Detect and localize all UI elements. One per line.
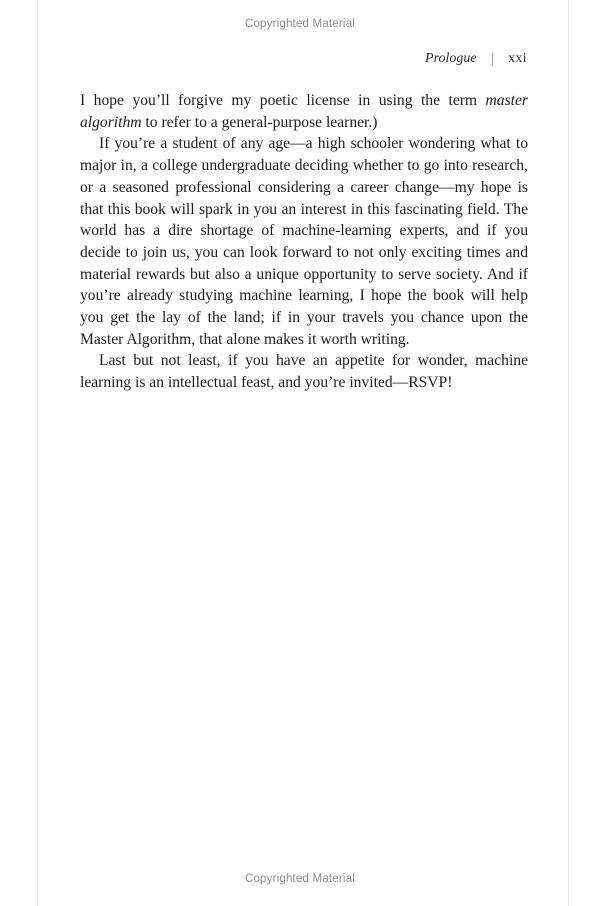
header-separator: | bbox=[491, 48, 494, 67]
copyright-notice-bottom: Copyrighted Material bbox=[244, 873, 356, 885]
header-section-title: Prologue bbox=[425, 51, 477, 66]
header-page-number: xxi bbox=[508, 50, 527, 65]
paragraph bbox=[80, 90, 528, 133]
page-body bbox=[80, 90, 528, 394]
text-run: to refer to a general-purpose learner.) bbox=[141, 113, 378, 131]
page-scan-edge-right bbox=[568, 0, 569, 906]
text-run: Last but not least, if you have an appetite for wonder, machine learning is an intellectual feast, and you’re invited—RSVP! bbox=[80, 352, 528, 392]
text-run: If you’re a student of any age—a high schooler wondering what to major in, a college undergraduate deciding whether to go into research, or a seasoned professional considering a career change—my hope is that this book will spark in you an interest in this fascinating field. The world has a dire shortage of machine-learning experts, and if you decide to join us, you can look forward to not only exciting times and material rewards but also a unique opportunity to serve society. And if you’re already studying machine learning, I hope the book will help you get the lay of the land; if in your travels you chance upon the Master Algorithm, that alone makes it worth writing. bbox=[80, 135, 528, 348]
page-scan-edge-left bbox=[37, 0, 38, 906]
running-header bbox=[425, 50, 527, 67]
text-run: I hope you’ll forgive my poetic license in using the term bbox=[80, 92, 486, 109]
italic-term: master algorithm bbox=[80, 92, 528, 131]
paragraph bbox=[80, 350, 528, 393]
paragraph bbox=[80, 133, 528, 350]
copyright-notice-top: Copyrighted Material bbox=[244, 18, 356, 30]
